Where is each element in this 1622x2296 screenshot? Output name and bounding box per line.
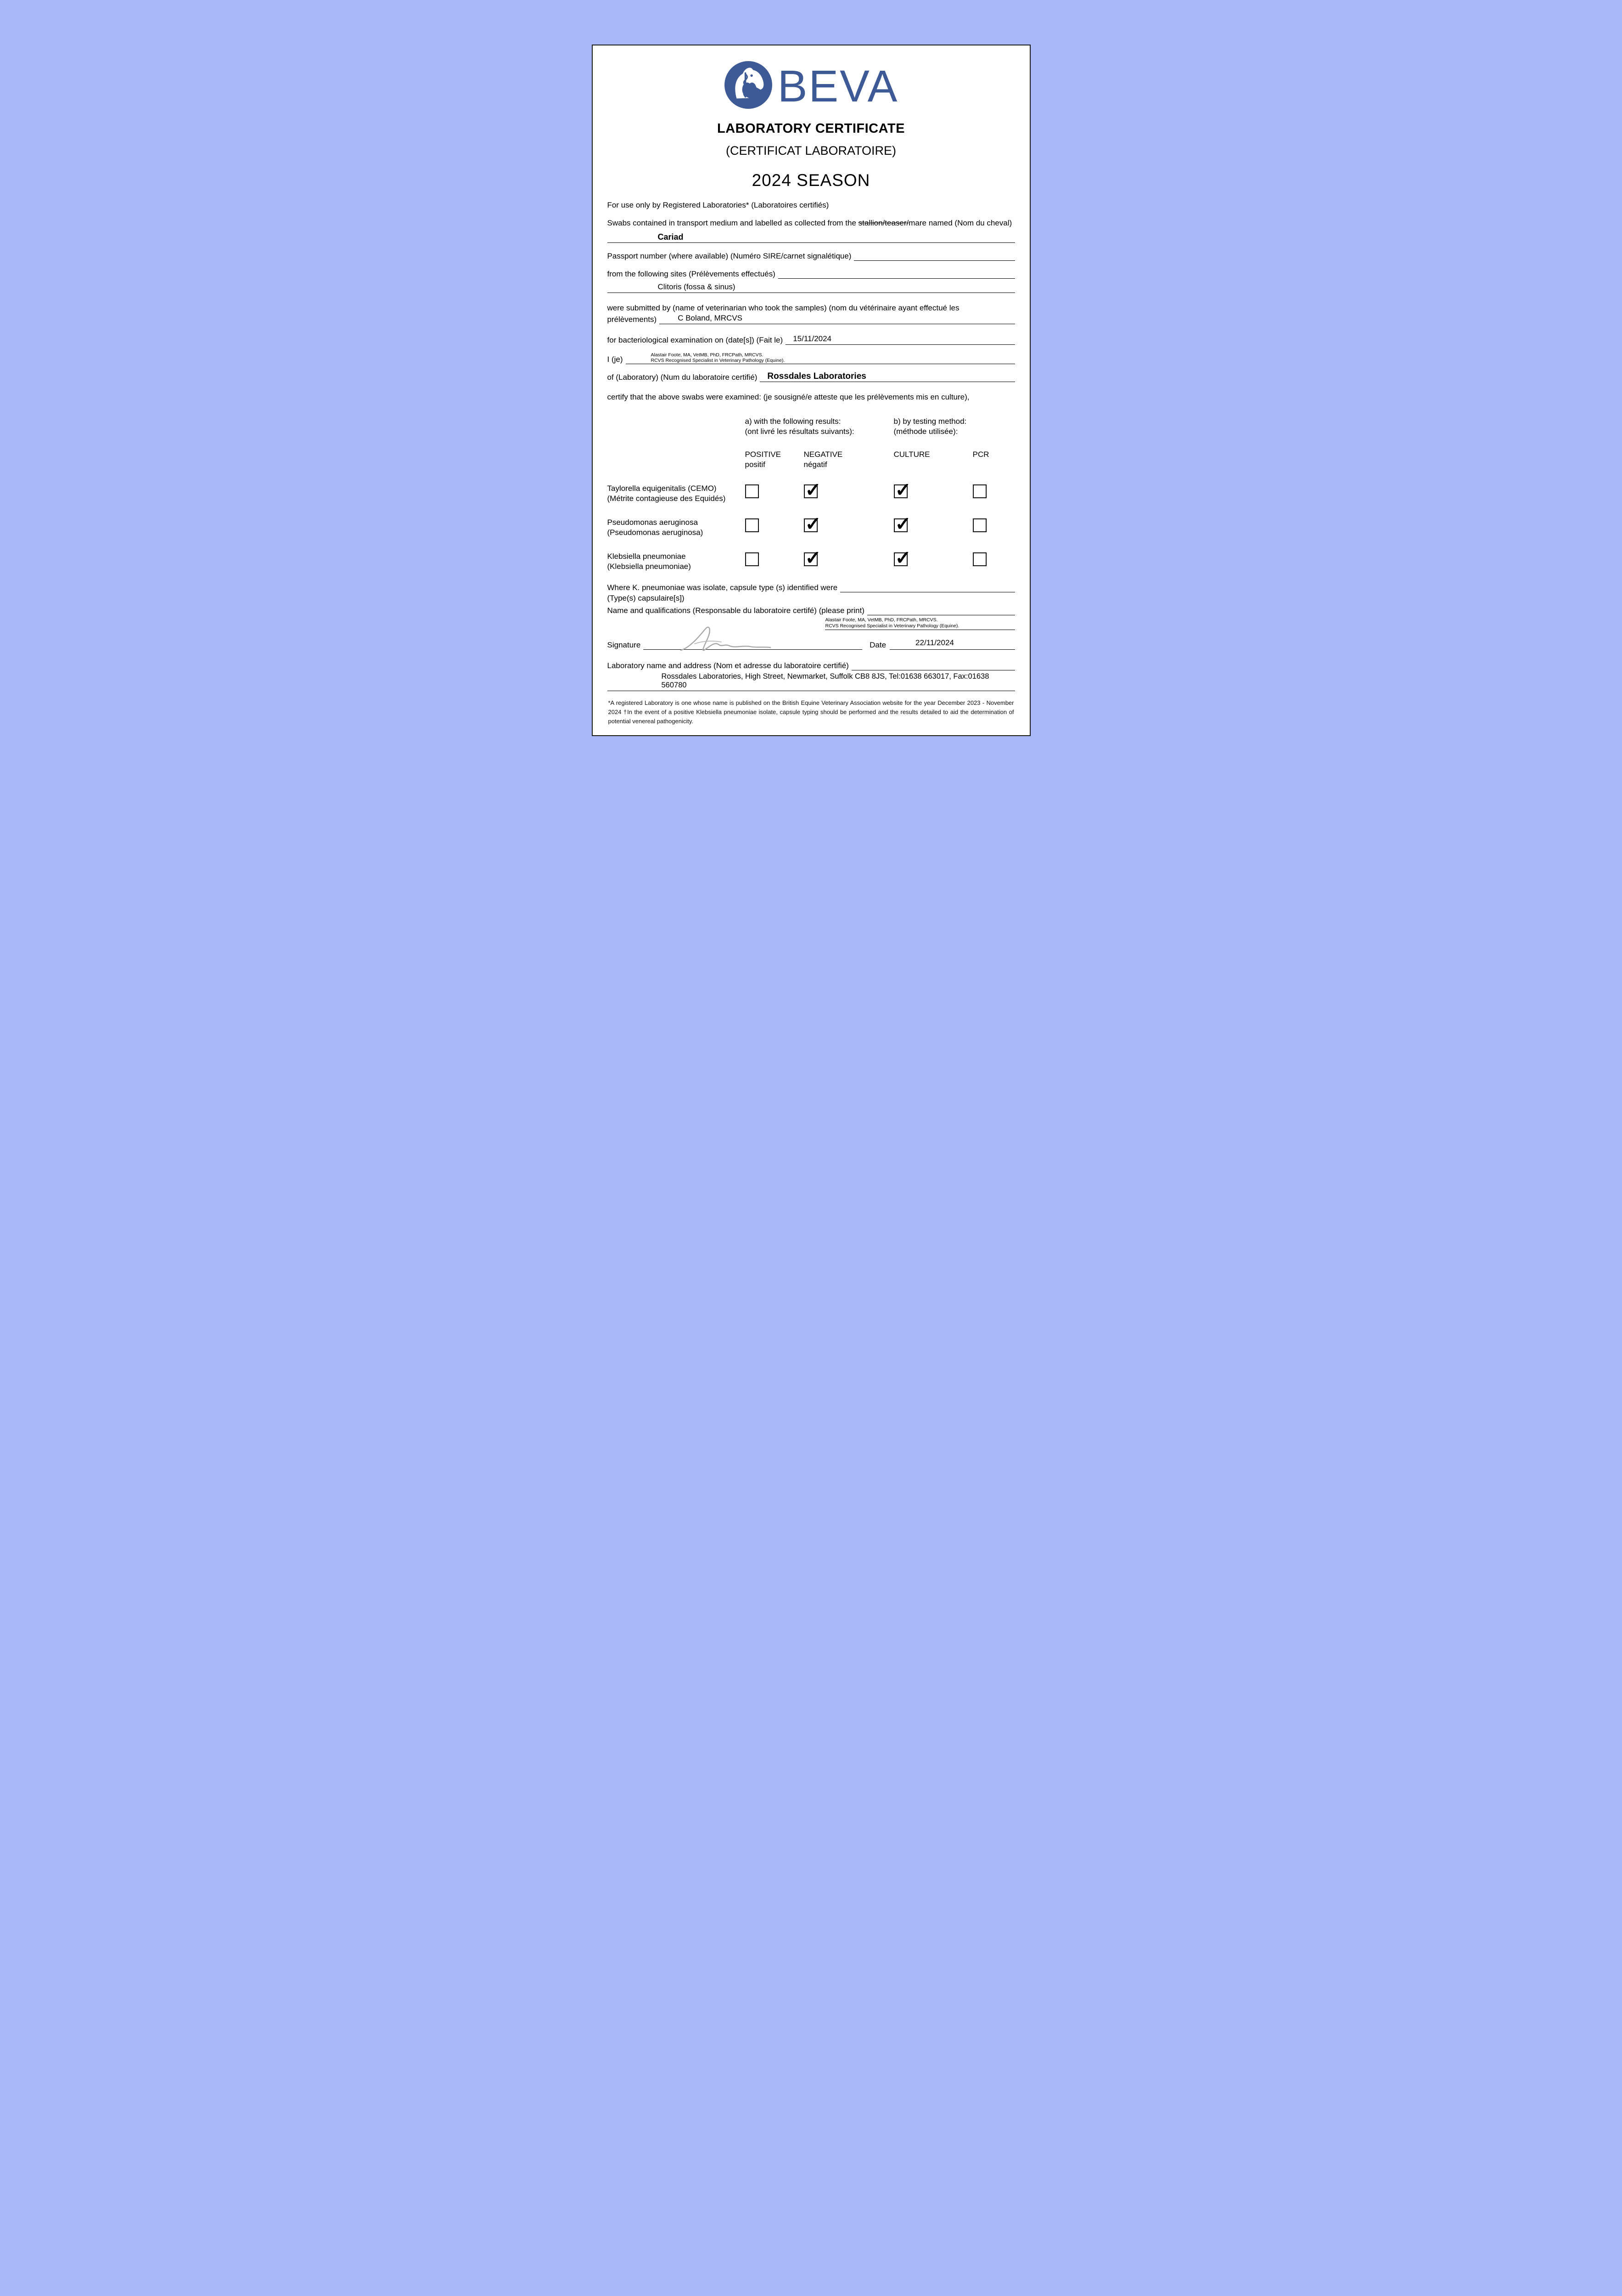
i-je-field (626, 352, 1015, 364)
logo-row (607, 60, 1015, 112)
address-label: Laboratory name and address (Nom et adresse du laboratoire certifié) (607, 661, 849, 670)
swabs-suffix: mare named (Nom du cheval) (909, 218, 1012, 227)
i-je-value-line1: Alastair Foote, MA, VetMB, PhD, FRCPath, MRCVS. (651, 352, 763, 358)
laboratory-value: Rossdales Laboratories (767, 371, 866, 381)
checkbox-taylorella-pcr[interactable] (973, 484, 987, 498)
checkbox-taylorella-negative[interactable] (804, 484, 818, 498)
address-label-field (852, 660, 1015, 670)
horse-name-field (607, 232, 1015, 243)
capsule-label-fr: (Type(s) capsulaire[s]) (607, 594, 685, 603)
swabs-struck-text: stallion/teaser/ (858, 218, 909, 227)
results-column-headers (607, 450, 1015, 470)
laboratory-field (760, 371, 1015, 382)
date-field[interactable] (890, 638, 1015, 650)
name-qual-field (867, 605, 1015, 615)
group-b-header: b) by testing method: (méthode utilisée): (893, 416, 967, 436)
page-subtitle: (CERTIFICAT LABORATOIRE) (725, 144, 897, 158)
passport-label: Passport number (where available) (Numéro SIRE/carnet signalétique) (607, 251, 852, 260)
address-label-line (607, 660, 1015, 670)
sites-value-field (607, 282, 1015, 293)
results-group-headers (607, 416, 1015, 437)
col-pcr: PCR (972, 450, 989, 459)
table-row-taylorella (607, 484, 1015, 504)
sites-value-line (607, 282, 1015, 293)
i-je-line (607, 352, 1015, 364)
col-positive: POSITIVE positif (745, 450, 781, 469)
checkbox-klebsiella-positive[interactable] (745, 552, 759, 566)
checkbox-pseudomonas-culture[interactable] (894, 518, 908, 532)
registered-lab-footnote: *A registered Laboratory is one whose name is published on the British Equine Veterinary Association website for the year December 2023 - November 2024 †In the event of a positive Klebsiella pneumoniae isolate, capsule typing should be performed and the results detailed to aid the determination of potential venereal pathogenicity. (608, 699, 1014, 725)
date-value: 22/11/2024 (915, 638, 954, 647)
submitted-label-line1: were submitted by (name of veterinarian who took the samples) (nom du vétérinaire ayant effectué les (607, 303, 960, 312)
logo-wordmark: BEVA (777, 61, 899, 111)
name-qual-value-row (607, 617, 1015, 630)
checkbox-pseudomonas-positive[interactable] (745, 518, 759, 532)
certify-statement: certify that the above swabs were examined: (je sousigné/e atteste que les prélèvements mis en culture), (607, 392, 970, 401)
signature-label: Signature (607, 640, 641, 649)
exam-date-line (607, 334, 1015, 345)
checkbox-klebsiella-negative[interactable] (804, 552, 818, 566)
table-row-pseudomonas (607, 518, 1015, 538)
checkbox-klebsiella-pcr[interactable] (973, 552, 987, 566)
signature-field[interactable] (643, 638, 862, 650)
signature-scribble (675, 624, 781, 657)
registered-only-note: For use only by Registered Laboratories* (Laboratoires certifiés) (607, 201, 829, 209)
capsule-field (840, 582, 1015, 592)
checkbox-klebsiella-culture[interactable] (894, 552, 908, 566)
name-qual-line (607, 605, 1015, 615)
submitted-label-line2: prélèvements) (607, 315, 657, 324)
name-qual-value-line2: RCVS Recognised Specialist in Veterinary Pathology (Equine). (825, 623, 960, 629)
row-label: Pseudomonas aeruginosa (Pseudomonas aeruginosa) (607, 518, 703, 537)
col-culture: CULTURE (893, 450, 930, 459)
swabs-sentence (607, 218, 1015, 229)
blue-backdrop (559, 0, 1064, 758)
horse-name-line (607, 232, 1015, 243)
laboratory-label: of (Laboratory) (Num du laboratoire certifié) (607, 372, 758, 382)
passport-line (607, 250, 1015, 261)
laboratory-line (607, 371, 1015, 382)
beva-logo-icon (724, 60, 773, 112)
horse-name-value: Cariad (657, 232, 684, 242)
checkbox-taylorella-culture[interactable] (894, 484, 908, 498)
capsule-line (607, 582, 1015, 592)
group-a-header: a) with the following results: (ont livré les résultats suivants): (745, 416, 854, 436)
address-value: Rossdales Laboratories, High Street, Newmarket, Suffolk CB8 8JS, Tel:01638 663017, Fax:01638 560780 (607, 672, 1015, 691)
submitted-line2 (607, 314, 1015, 324)
i-je-value (626, 352, 1015, 364)
date-label: Date (870, 640, 887, 649)
sites-label: from the following sites (Prélèvements effectués) (607, 269, 775, 278)
checkbox-pseudomonas-pcr[interactable] (973, 518, 987, 532)
sites-value: Clitoris (fossa & sinus) (657, 282, 735, 291)
i-je-label: I (je) (607, 355, 623, 364)
passport-field (854, 250, 1015, 261)
name-qual-value-line1: Alastair Foote, MA, VetMB, PhD, FRCPath, MRCVS. (825, 617, 938, 623)
exam-date-field (786, 334, 1015, 345)
signature-row (607, 638, 1015, 650)
exam-date-label: for bacteriological examination on (date[s]) (Fait le) (607, 335, 783, 344)
vet-name-field (659, 314, 1015, 324)
page-title: LABORATORY CERTIFICATE (717, 121, 905, 136)
checkbox-taylorella-positive[interactable] (745, 484, 759, 498)
name-qual-label: Name and qualifications (Responsable du laboratoire certifé) (please print) (607, 606, 864, 615)
row-label: Taylorella equigenitalis (CEMO) (Métrite contagieuse des Equidés) (607, 484, 726, 503)
capsule-label: Where K. pneumoniae was isolate, capsule type (s) identified were (607, 583, 838, 592)
season-title: 2024 SEASON (752, 171, 870, 190)
vet-name-value: C Boland, MRCVS (678, 313, 742, 322)
checkbox-pseudomonas-negative[interactable] (804, 518, 818, 532)
sites-field (778, 268, 1015, 279)
name-qual-value (825, 617, 1015, 630)
i-je-value-line2: RCVS Recognised Specialist in Veterinary Pathology (Equine). (651, 358, 785, 364)
swabs-prefix: Swabs contained in transport medium and labelled as collected from the (607, 218, 859, 227)
sites-line (607, 268, 1015, 279)
certificate-page (592, 45, 1031, 736)
table-row-klebsiella (607, 551, 1015, 572)
row-label: Klebsiella pneumoniae (Klebsiella pneumoniae) (607, 552, 691, 571)
exam-date-value: 15/11/2024 (793, 334, 832, 343)
col-negative: NEGATIVE négatif (803, 450, 843, 469)
